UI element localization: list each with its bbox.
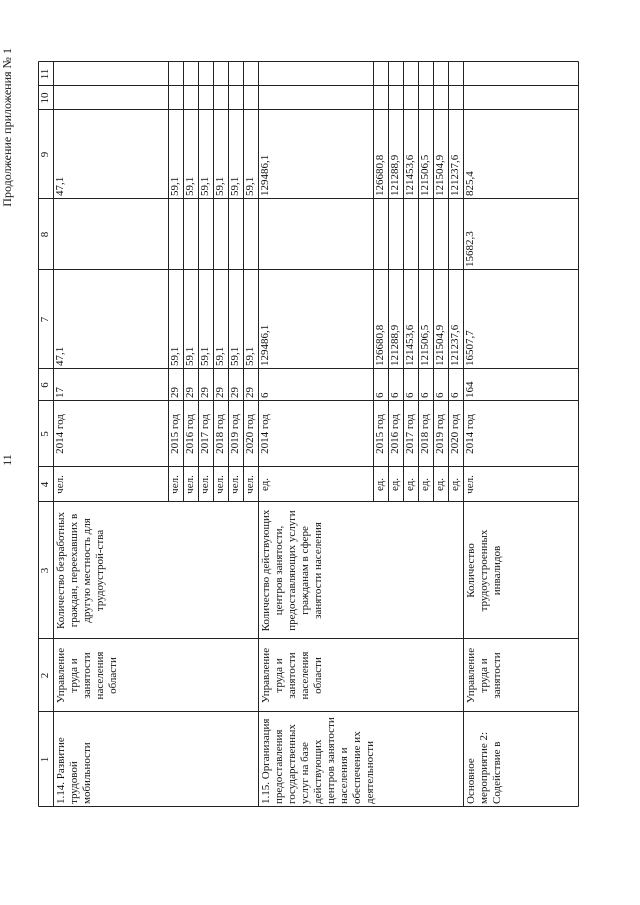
year-cell: 2014 год	[464, 414, 476, 454]
value-cell-col7: 121504,9	[434, 324, 446, 366]
value-cell-col9: 59,1	[214, 176, 226, 196]
executor-name: Управление труда и занятости населения области	[55, 647, 119, 704]
executor-name: Управление труда и занятости	[465, 647, 503, 704]
value-cell-col6: 6	[389, 392, 401, 398]
value-cell-col6: 6	[374, 392, 386, 398]
value-cell-col7: 59,1	[229, 346, 241, 366]
activity-name: 1.15. Организация предоставления государственных услуг на базе действующих центров занятости населения и обеспечение их деятельности	[260, 717, 376, 804]
value-cell-col9: 59,1	[184, 176, 196, 196]
appendix-note: Продолжение приложения № 1	[0, 48, 14, 207]
value-cell-col9: 126680,8	[374, 154, 386, 196]
year-cell: 2019 год	[229, 414, 241, 454]
value-cell-col8	[389, 199, 403, 270]
year-cell: 2016 год	[184, 414, 196, 454]
year-cell: 2017 год	[404, 414, 416, 454]
activity-name: 1.14. Развитие трудовой мобильности	[55, 737, 93, 804]
value-cell-col6: 6	[259, 392, 271, 398]
value-cell-col7: 47,1	[54, 346, 66, 366]
unit-cell: ед.	[434, 477, 446, 492]
column-header-8: 8	[39, 231, 51, 238]
year-cell: 2016 год	[389, 414, 401, 454]
value-cell-col7: 121288,9	[389, 324, 401, 366]
value-cell-col8	[229, 199, 243, 270]
year-cell: 2014 год	[54, 414, 66, 454]
unit-cell: чел.	[214, 475, 226, 494]
value-cell-col7: 59,1	[214, 346, 226, 366]
value-cell-col8	[199, 199, 213, 270]
value-cell-col7: 129486,1	[259, 324, 271, 366]
value-cell-col8	[404, 199, 418, 270]
column-header-6: 6	[39, 382, 51, 388]
indicator-name: Количество действующих центров занятости, предоставляющих услуги гражданам в сфере занятости населения	[260, 509, 324, 632]
column-header-2: 2	[39, 672, 51, 679]
value-cell-col8	[374, 199, 388, 270]
column-header-11: 11	[39, 68, 51, 80]
value-cell-col9: 59,1	[169, 176, 181, 196]
value-cell-col8	[184, 199, 198, 270]
value-cell-col9: 121288,9	[389, 154, 401, 196]
unit-cell: чел.	[229, 475, 241, 494]
year-cell: 2018 год	[214, 414, 226, 454]
value-cell-col8	[419, 199, 433, 270]
year-cell: 2017 год	[199, 414, 211, 454]
value-cell-col8	[259, 199, 273, 270]
value-cell-col7: 59,1	[244, 346, 256, 366]
value-cell-col8	[449, 199, 463, 270]
value-cell-col6: 29	[199, 387, 211, 398]
value-cell-col9: 59,1	[244, 176, 256, 196]
unit-cell: ед.	[259, 477, 271, 492]
column-header-1: 1	[39, 756, 51, 763]
value-cell-col9: 825,4	[464, 171, 476, 196]
activity-name: Основное мероприятие 2: Содействие в	[465, 731, 503, 804]
unit-cell: ед.	[374, 477, 386, 492]
value-cell-col8	[214, 199, 228, 270]
unit-cell: чел.	[54, 475, 66, 494]
value-cell-col6: 17	[54, 387, 66, 398]
value-cell-col6: 29	[184, 387, 196, 398]
year-cell: 2020 год	[449, 414, 461, 454]
year-cell: 2015 год	[374, 414, 386, 454]
year-cell: 2014 год	[259, 414, 271, 454]
unit-cell: чел.	[464, 475, 476, 494]
value-cell-col7: 59,1	[199, 346, 211, 366]
value-cell-col8	[434, 199, 448, 270]
value-cell-col7: 59,1	[169, 346, 181, 366]
year-cell: 2019 год	[434, 414, 446, 454]
value-cell-col9: 47,1	[54, 176, 66, 196]
unit-cell: ед.	[389, 477, 401, 492]
column-header-7: 7	[39, 316, 51, 323]
value-cell-col7: 121237,6	[449, 324, 461, 366]
unit-cell: чел.	[244, 475, 256, 494]
value-cell-col8	[169, 199, 183, 270]
column-header-10: 10	[39, 92, 51, 104]
program-table	[38, 62, 538, 807]
value-cell-col7: 16507,7	[464, 330, 476, 366]
executor-name: Управление труда и занятости населения области	[260, 647, 324, 704]
value-cell-col8: 15682,3	[464, 231, 476, 267]
unit-cell: ед.	[419, 477, 431, 492]
unit-cell: ед.	[449, 477, 461, 492]
value-cell-col6: 29	[169, 387, 181, 398]
value-cell-col6: 6	[449, 392, 461, 398]
column-header-9: 9	[39, 151, 51, 158]
value-cell-col8	[244, 199, 258, 270]
value-cell-col6: 29	[244, 387, 256, 398]
value-cell-col7: 121453,6	[404, 324, 416, 366]
value-cell-col9: 59,1	[229, 176, 241, 196]
indicator-name: Количество безработных граждан, переехавших в другую местность для трудоустрой-ства	[55, 512, 106, 629]
value-cell-col6: 29	[229, 387, 241, 398]
indicator-name: Количество трудоустроенных инвалидов	[465, 529, 503, 612]
page-number: 11	[0, 454, 14, 466]
value-cell-col8	[54, 199, 68, 270]
year-cell: 2020 год	[244, 414, 256, 454]
value-cell-col9: 121453,6	[404, 154, 416, 196]
value-cell-col9: 121506,5	[419, 154, 431, 196]
unit-cell: чел.	[199, 475, 211, 494]
column-header-5: 5	[39, 431, 51, 437]
value-cell-col6: 6	[404, 392, 416, 398]
year-cell: 2018 год	[419, 414, 431, 454]
value-cell-col9: 121504,9	[434, 154, 446, 196]
value-cell-col7: 59,1	[184, 346, 196, 366]
column-header-4: 4	[39, 481, 51, 488]
unit-cell: ед.	[404, 477, 416, 492]
year-cell: 2015 год	[169, 414, 181, 454]
value-cell-col7: 126680,8	[374, 324, 386, 366]
value-cell-col9: 59,1	[199, 176, 211, 196]
column-header-3: 3	[39, 567, 51, 574]
value-cell-col6: 164	[464, 381, 476, 398]
value-cell-col6: 29	[214, 387, 226, 398]
unit-cell: чел.	[169, 475, 181, 494]
value-cell-col6: 6	[419, 392, 431, 398]
value-cell-col7: 121506,5	[419, 324, 431, 366]
unit-cell: чел.	[184, 475, 196, 494]
value-cell-col9: 121237,6	[449, 154, 461, 196]
value-cell-col6: 6	[434, 392, 446, 398]
value-cell-col9: 129486,1	[259, 154, 271, 196]
